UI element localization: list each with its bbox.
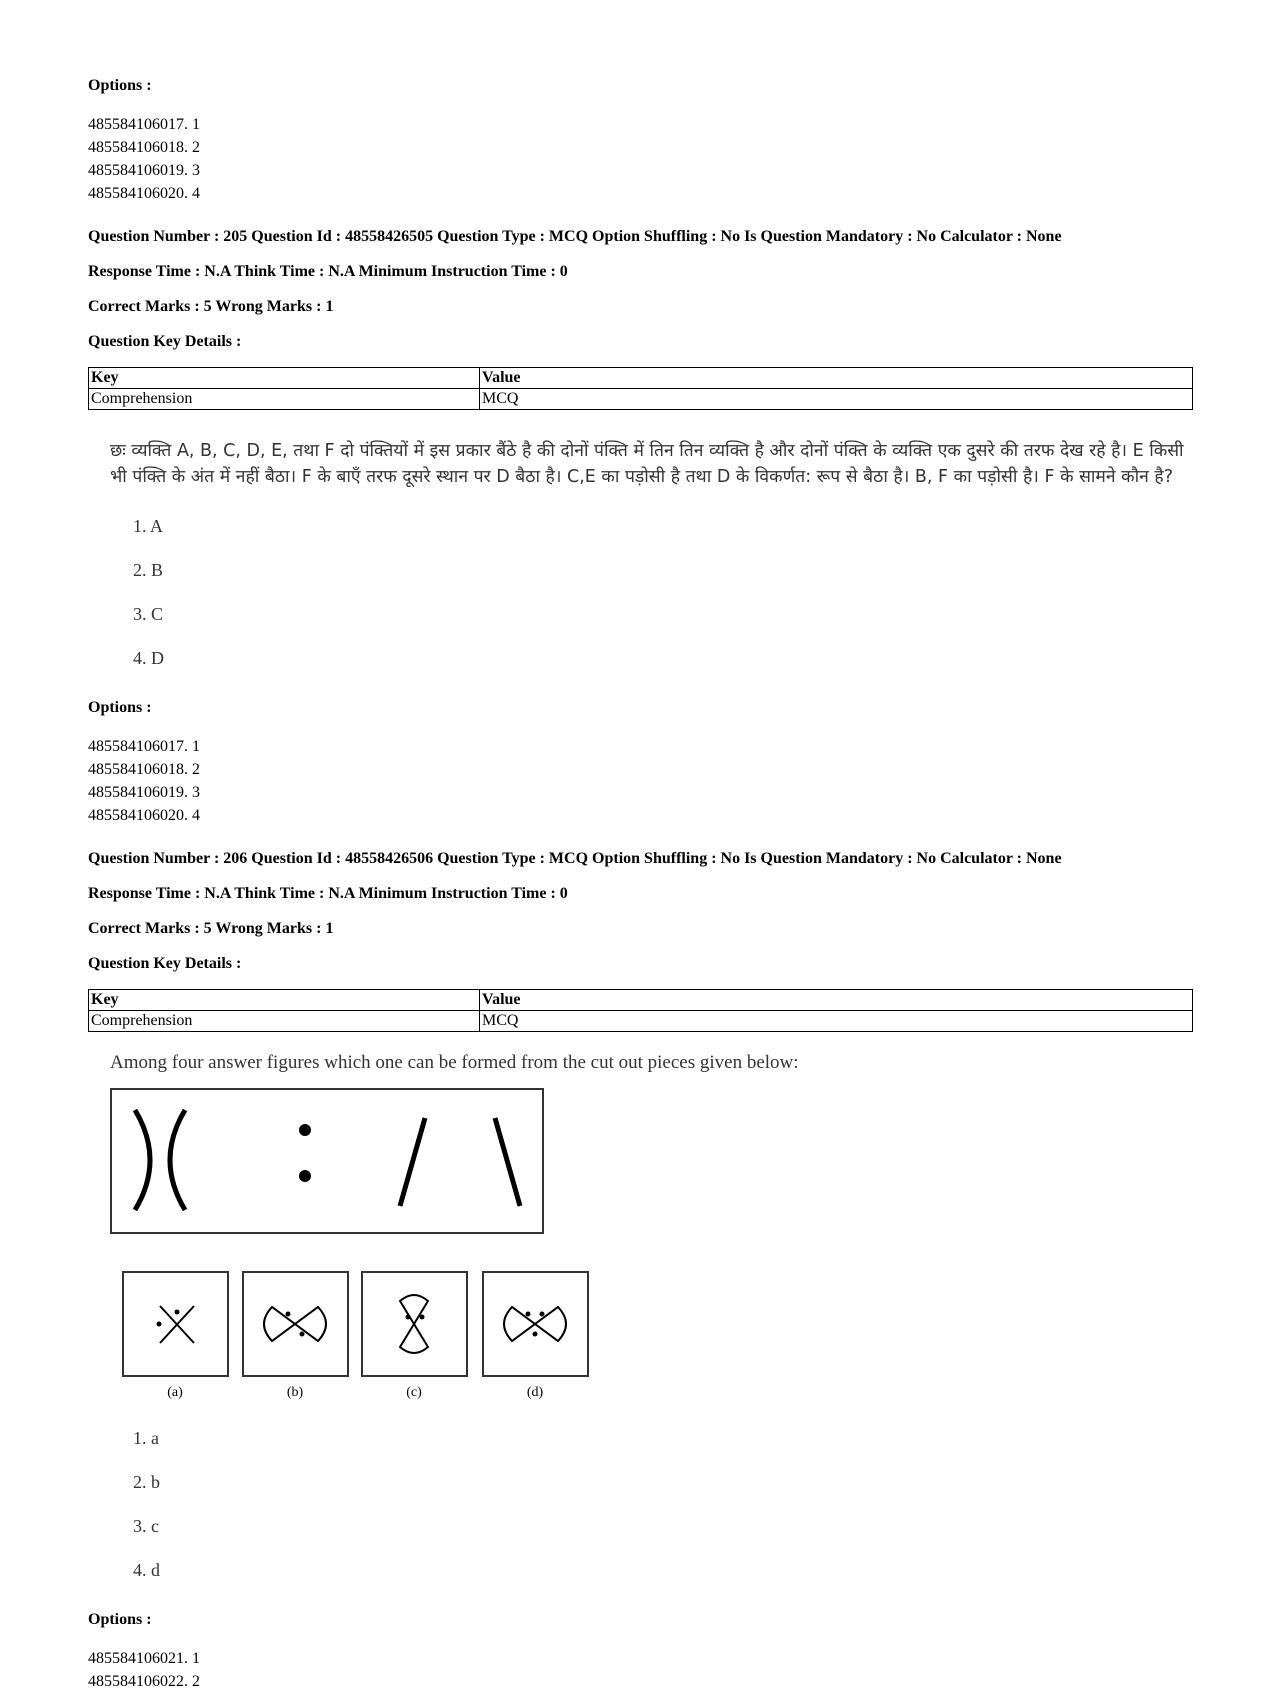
answer-item: 4. D <box>133 648 164 668</box>
question-meta: Question Number : 205 Question Id : 48558426505 Question Type : MCQ Option Shuffling : No Is Question Mandatory : No Calculator : None <box>88 228 1062 245</box>
figure-d-dot <box>526 1312 531 1317</box>
figure-a-label: (a) <box>167 1385 183 1400</box>
question-timing: Response Time : N.A Think Time : N.A Minimum Instruction Time : 0 <box>88 263 568 280</box>
answer-item: 3. c <box>133 1516 159 1536</box>
answer-item: 4. d <box>133 1560 160 1580</box>
dot-piece <box>299 1170 311 1182</box>
table-cell-key: Comprehension <box>89 1011 480 1032</box>
answer-item: 2. B <box>133 560 164 580</box>
answer-item: 3. C <box>133 604 164 624</box>
option-item: 485584106018. 2 <box>88 761 200 778</box>
option-item: 485584106019. 3 <box>88 162 200 179</box>
figure-a-dot <box>175 1310 180 1315</box>
figure-d-dot <box>540 1312 545 1317</box>
figure-b-label: (b) <box>286 1385 304 1400</box>
option-item: 485584106020. 4 <box>88 185 200 202</box>
key-details-label: Question Key Details : <box>88 955 242 972</box>
key-details-table <box>88 367 1193 410</box>
options-label: Options : <box>88 1611 152 1628</box>
top-options <box>88 74 1193 205</box>
dot-piece <box>299 1124 311 1136</box>
question-meta: Question Number : 206 Question Id : 48558426506 Question Type : MCQ Option Shuffling : No Is Question Mandatory : No Calculator : None <box>88 850 1062 867</box>
option-item: 485584106018. 2 <box>88 139 200 156</box>
question-timing: Response Time : N.A Think Time : N.A Minimum Instruction Time : 0 <box>88 885 568 902</box>
question-206 <box>88 849 1193 1693</box>
options-block <box>88 696 1193 827</box>
options-label: Options : <box>88 699 152 716</box>
cut-pieces-svg <box>110 1088 550 1236</box>
key-details-table <box>88 989 1193 1032</box>
table-header-key: Key <box>89 368 480 389</box>
figure-c-dot <box>406 1315 411 1320</box>
options-label: Options : <box>88 77 152 94</box>
answer-list <box>88 504 1193 680</box>
cut-pieces-figure <box>110 1088 1193 1241</box>
question-text: Among four answer figures which one can be formed from the cut out pieces given below: <box>110 1052 799 1073</box>
figure-c-label: (c) <box>406 1385 422 1400</box>
figure-b-dot <box>286 1312 291 1317</box>
table-cell-value: MCQ <box>480 1011 1193 1032</box>
option-item: 485584106017. 1 <box>88 116 200 133</box>
table-header-key: Key <box>89 990 480 1011</box>
answer-list <box>88 1416 1193 1592</box>
document-page <box>88 58 1193 1693</box>
table-header-value: Value <box>480 990 1193 1011</box>
key-details-label: Question Key Details : <box>88 333 242 350</box>
option-item: 485584106019. 3 <box>88 784 200 801</box>
table-cell-value: MCQ <box>480 389 1193 410</box>
figure-a-dot <box>157 1322 162 1327</box>
question-marks: Correct Marks : 5 Wrong Marks : 1 <box>88 298 334 315</box>
question-text: छः व्यक्ति A, B, C, D, E, तथा F दो पंक्तियों में इस प्रकार बैंठे है की दोनों पंक्ति में तिन तिन व्यक्ति है और दोनों पंक्ति के व्यक्ति एक दुसरे की तरफ देख रहे है। E किसी भी पंक्ति के अंत में नहीं बैठा। F के बाएँ तरफ दूसरे स्थान पर D बैठा है। C,E का पड़ोसी है तथा D के विकर्णत: रूप से बैठा है। B, F का पड़ोसी है। F के सामने कौन है? <box>110 441 1184 487</box>
answer-item: 1. a <box>133 1428 159 1448</box>
figure-d-label: (d) <box>526 1385 544 1400</box>
answer-item: 1. A <box>133 516 164 536</box>
answer-figures-svg <box>122 1271 592 1401</box>
table-header-value: Value <box>480 368 1193 389</box>
option-item: 485584106022. 2 <box>88 1673 200 1690</box>
figure-b-dot <box>300 1332 305 1337</box>
option-item: 485584106021. 1 <box>88 1650 200 1667</box>
question-marks: Correct Marks : 5 Wrong Marks : 1 <box>88 920 334 937</box>
option-item: 485584106017. 1 <box>88 738 200 755</box>
figure-c-dot <box>420 1315 425 1320</box>
table-cell-key: Comprehension <box>89 389 480 410</box>
question-205 <box>88 227 1193 827</box>
answer-item: 2. b <box>133 1472 160 1492</box>
figure-d-dot <box>533 1332 538 1337</box>
answer-figures <box>122 1271 1193 1406</box>
option-item: 485584106020. 4 <box>88 807 200 824</box>
